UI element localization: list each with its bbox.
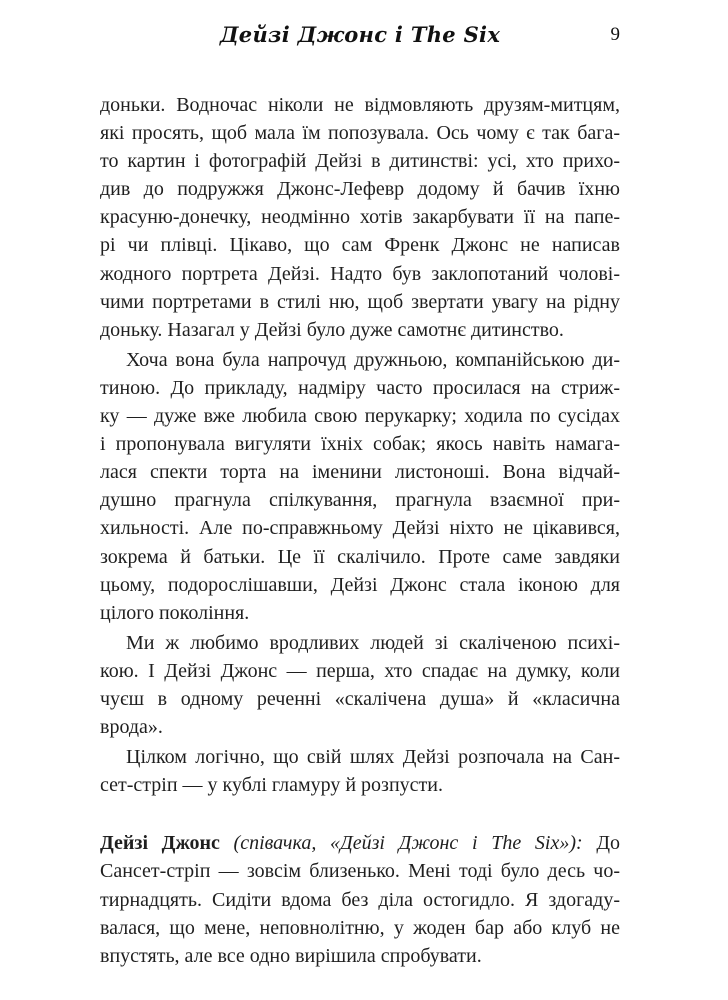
paragraph xyxy=(100,743,620,799)
text-line: Ми ж любимо вродливих людей зі скаліченою психі- xyxy=(126,631,620,654)
text-line: тиною. До прикладу, надміру часто просилася на стриж- xyxy=(100,376,620,399)
text-line: сет-стріп — у кублі гламуру й розпусти. xyxy=(100,774,443,797)
text-line: то картин і фотографій Дейзі в дитинстві: усі, хто прихо- xyxy=(100,150,620,173)
text-line: Сансет-стріп — зовсім близенько. Мені тоді було десь чо- xyxy=(100,860,620,883)
text-line: душно прагнула спілкування, прагнула взаємної при- xyxy=(100,489,620,512)
text-line: зокрема й батьки. Це її скалічило. Проте саме завдяки xyxy=(100,545,620,568)
interview-paragraph xyxy=(100,829,620,969)
text-line: доньку. Назагал у Дейзі було дуже самотнє дитинство. xyxy=(100,318,564,341)
text-line: цьому, подорослішавши, Дейзі Джонс стала іконою для xyxy=(100,573,620,596)
text-line: чуєш в одному реченні «скалічена душа» й «класична xyxy=(100,687,620,710)
text-line: врода». xyxy=(100,716,163,739)
running-header xyxy=(100,22,620,58)
page-number: 9 xyxy=(610,24,620,45)
text-line: які просять, щоб мала їм попозувала. Ось чому є так бага- xyxy=(100,122,620,145)
text-fragment: До xyxy=(596,832,620,855)
text-line: красуню-донечку, неодмінно хотів закарбувати її на папе- xyxy=(100,206,620,229)
text-line: ку — дуже вже любила свою перукарку; ходила по сусідах xyxy=(100,405,620,428)
running-title: Дейзі Джонс і The Six xyxy=(219,22,501,47)
paragraph xyxy=(100,91,620,344)
text-line: хильності. Але по-справжньому Дейзі ніхто не цікавився, xyxy=(100,517,620,540)
text-line: тирнадцять. Сидіти вдома без діла остогидло. Я здогаду- xyxy=(100,888,620,911)
text-line: і пропонувала вигуляти їхніх собак; якось навіть намага- xyxy=(100,433,620,456)
paragraph xyxy=(100,629,620,741)
text-line: впустять, але все одно вирішила спробувати. xyxy=(100,944,482,967)
text-line: див до подружжя Джонс-Лефевр додому й бачив їхню xyxy=(100,178,620,201)
text-line: чими портретами в стилі ню, щоб звертати увагу на рідну xyxy=(100,290,620,313)
text-line: цілого покоління. xyxy=(100,601,250,624)
text-line: кою. І Дейзі Джонс — перша, хто спадає на думку, коли xyxy=(100,659,620,682)
speaker-name: Дейзі Джонс xyxy=(100,832,220,855)
text-line: жодного портрета Дейзі. Надто був заклопотаний чолові- xyxy=(100,262,620,285)
text-line: валася, що мене, неповнолітню, у жоден бар або клуб не xyxy=(100,916,620,939)
speaker-role: (співачка, «Дейзі Джонс і The Six»): xyxy=(233,832,583,855)
text-line: рі чи плівці. Цікаво, що сам Френк Джонс не написав xyxy=(100,234,620,257)
section-gap xyxy=(100,801,620,829)
text-line: Хоча вона була напрочуд дружньою, компанійською ди- xyxy=(126,348,620,371)
text-line: доньки. Водночас ніколи не відмовляють друзям-митцям, xyxy=(100,94,620,116)
interview-first-line xyxy=(100,829,620,857)
text-line: лася спекти торта на іменини листоноші. Вона відчай- xyxy=(100,461,620,484)
body-text xyxy=(100,91,620,972)
text-line: Цілком логічно, що свій шлях Дейзі розпочала на Сан- xyxy=(126,746,620,769)
paragraph xyxy=(100,346,620,627)
